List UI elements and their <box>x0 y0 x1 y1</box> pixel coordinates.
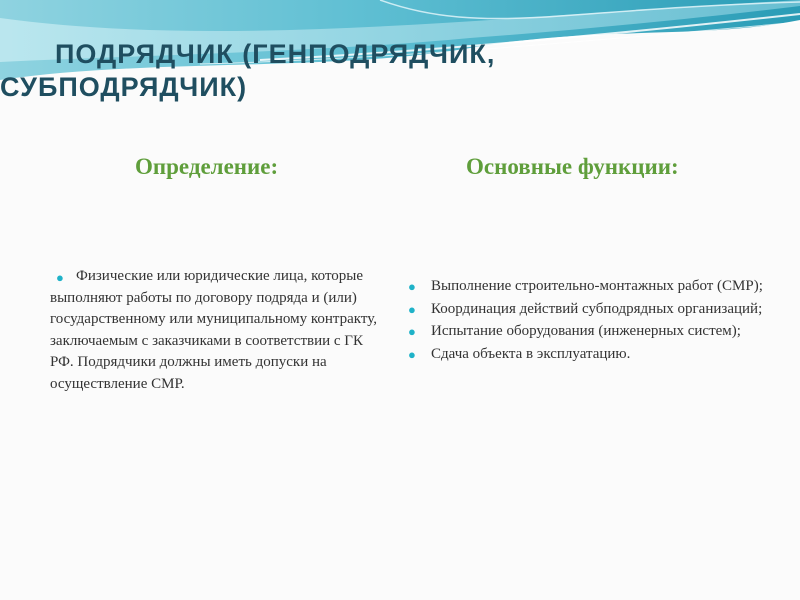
list-item <box>408 299 773 321</box>
definition-heading: Определение: <box>135 154 279 179</box>
function-item-text: Сдача объекта в эксплуатацию. <box>431 345 631 362</box>
list-item <box>408 321 773 343</box>
bullet-dot-icon: ● <box>408 279 416 294</box>
functions-heading: Основные функции: <box>466 154 679 179</box>
bullet-dot-icon: ● <box>408 301 416 317</box>
definition-text: Физические или юридические лица, которые выполняют работы по договору подряда и (или) государственному или муниципальному контракту, заключаемым с заказчиками в соответствии с ГК РФ. Подрядчики должны иметь допуски на осуществление СМР. <box>50 268 377 392</box>
function-item-text: Выполнение строительно-монтажных работ (СМР); <box>431 278 763 294</box>
list-item <box>408 276 773 298</box>
function-item-text: Координация действий субподрядных организаций; <box>431 300 763 317</box>
bullet-dot-icon: ● <box>56 270 64 285</box>
bullet-dot-icon: ● <box>408 324 416 339</box>
function-item-text: Испытание оборудования (инженерных систем); <box>431 323 741 339</box>
bullet-dot-icon: ● <box>408 346 416 362</box>
list-item <box>408 344 773 366</box>
definition-block <box>50 266 390 395</box>
slide-title <box>0 38 790 104</box>
functions-list <box>408 276 773 366</box>
slide-title-line-1: ПОДРЯДЧИК (ГЕНПОДРЯДЧИК, <box>55 39 496 69</box>
slide-title-line-2: СУБПОДРЯДЧИК) <box>0 72 248 102</box>
